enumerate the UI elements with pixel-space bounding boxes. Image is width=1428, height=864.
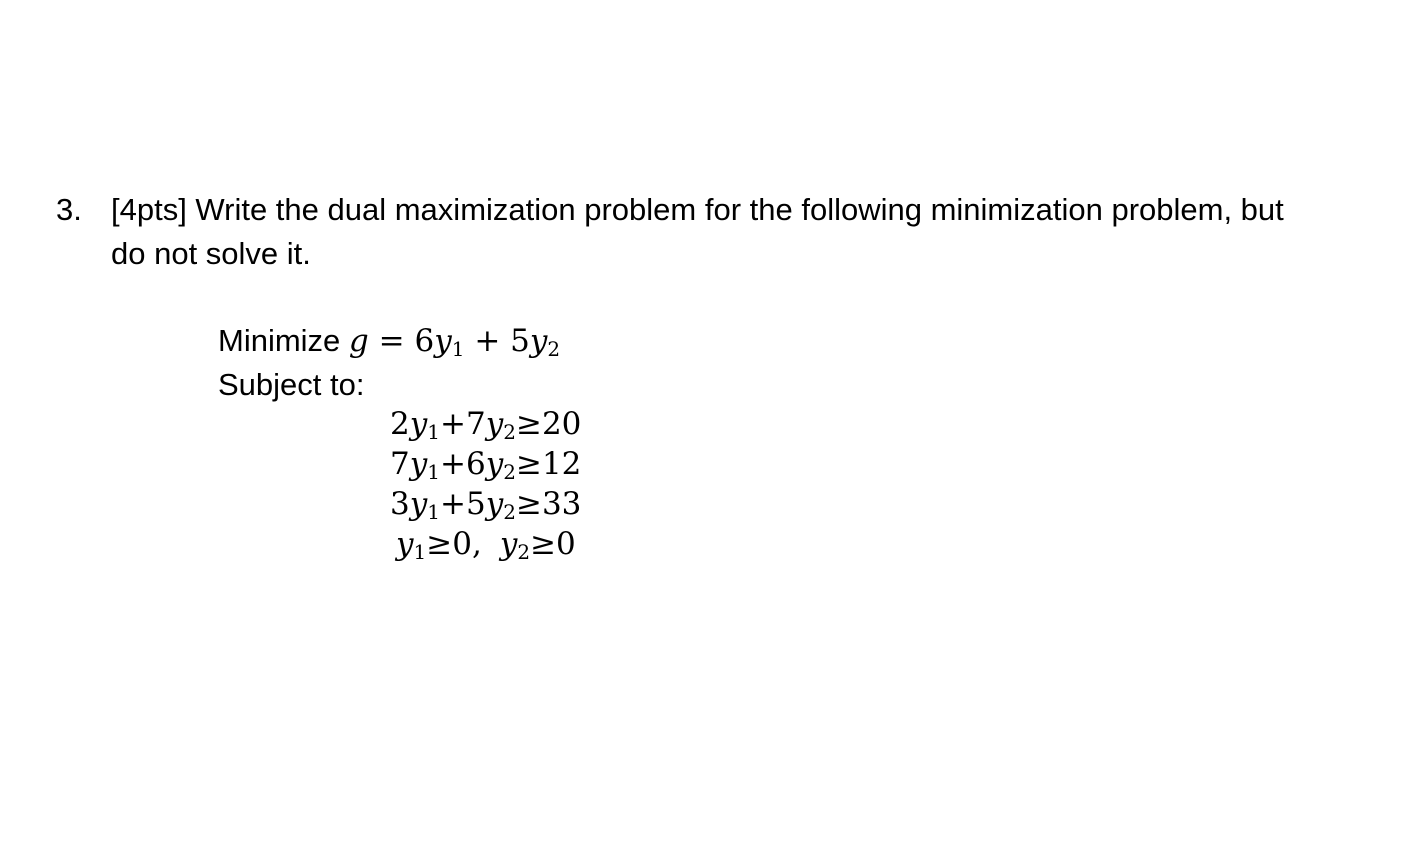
- constraint-subscript: 2: [503, 460, 516, 484]
- nonneg-rhs: 0,: [452, 526, 482, 562]
- question-text-line-1: [4pts] Write the dual maximization problem for the following minimization problem, but: [111, 192, 1284, 227]
- term1-variable: y: [434, 323, 452, 359]
- objective-variable: g: [348, 323, 369, 359]
- constraint-variable: y: [485, 446, 504, 482]
- constraint-rhs: 12: [541, 446, 582, 482]
- question-block: [56, 188, 1416, 276]
- constraint-relation: ≥: [515, 446, 542, 482]
- nonneg-subscript: 2: [517, 540, 531, 564]
- constraint-variable: y: [409, 486, 428, 522]
- constraint-subscript: 2: [503, 420, 516, 444]
- term1-coefficient: 6: [414, 323, 435, 359]
- constraint-variable: y: [409, 446, 428, 482]
- objective-line: [218, 319, 560, 363]
- constraint-coefficient: 6: [465, 446, 486, 482]
- objective-label: Minimize: [218, 323, 341, 358]
- constraint-operator: +: [439, 406, 466, 442]
- term1-subscript: 1: [451, 337, 465, 361]
- plus-sign: +: [474, 323, 501, 359]
- nonneg-relation: ≥: [426, 526, 453, 562]
- constraint-coefficient: 2: [390, 406, 410, 442]
- constraint-relation: ≥: [515, 406, 542, 442]
- constraint-variable: y: [409, 406, 428, 442]
- nonneg-subscript: 1: [413, 540, 427, 564]
- nonneg-variable: y: [499, 526, 518, 562]
- term2-coefficient: 5: [510, 323, 530, 359]
- question-number: 3.: [56, 192, 82, 227]
- constraint-subscript: 2: [503, 500, 516, 524]
- nonneg-relation: ≥: [530, 526, 557, 562]
- question-text-line-2: do not solve it.: [111, 236, 311, 271]
- constraint-operator: +: [439, 486, 466, 522]
- constraint-row: [390, 404, 600, 444]
- constraint-subscript: 1: [427, 460, 440, 484]
- nonneg-rhs: 0: [556, 526, 576, 562]
- constraints-block: [390, 404, 600, 564]
- equals-sign: =: [378, 323, 405, 359]
- constraint-rhs: 33: [541, 486, 582, 522]
- constraint-subscript: 1: [427, 420, 440, 444]
- constraint-row: [390, 484, 600, 524]
- term2-subscript: 2: [547, 337, 561, 361]
- constraint-variable: y: [485, 486, 504, 522]
- constraint-subscript: 1: [427, 500, 440, 524]
- subject-to-label: Subject to:: [218, 367, 365, 402]
- constraint-coefficient: 5: [465, 486, 486, 522]
- constraint-coefficient: 3: [390, 486, 410, 522]
- constraint-relation: ≥: [515, 486, 542, 522]
- nonnegativity-row: [390, 524, 600, 564]
- constraint-coefficient: 7: [465, 406, 486, 442]
- constraint-rhs: 20: [541, 406, 582, 442]
- constraint-coefficient: 7: [390, 446, 410, 482]
- term2-variable: y: [529, 323, 548, 359]
- constraint-variable: y: [485, 406, 504, 442]
- nonneg-variable: y: [396, 526, 414, 562]
- constraint-row: [390, 444, 600, 484]
- objective-function: [349, 323, 560, 359]
- problem-block: [218, 319, 560, 407]
- constraint-operator: +: [439, 446, 466, 482]
